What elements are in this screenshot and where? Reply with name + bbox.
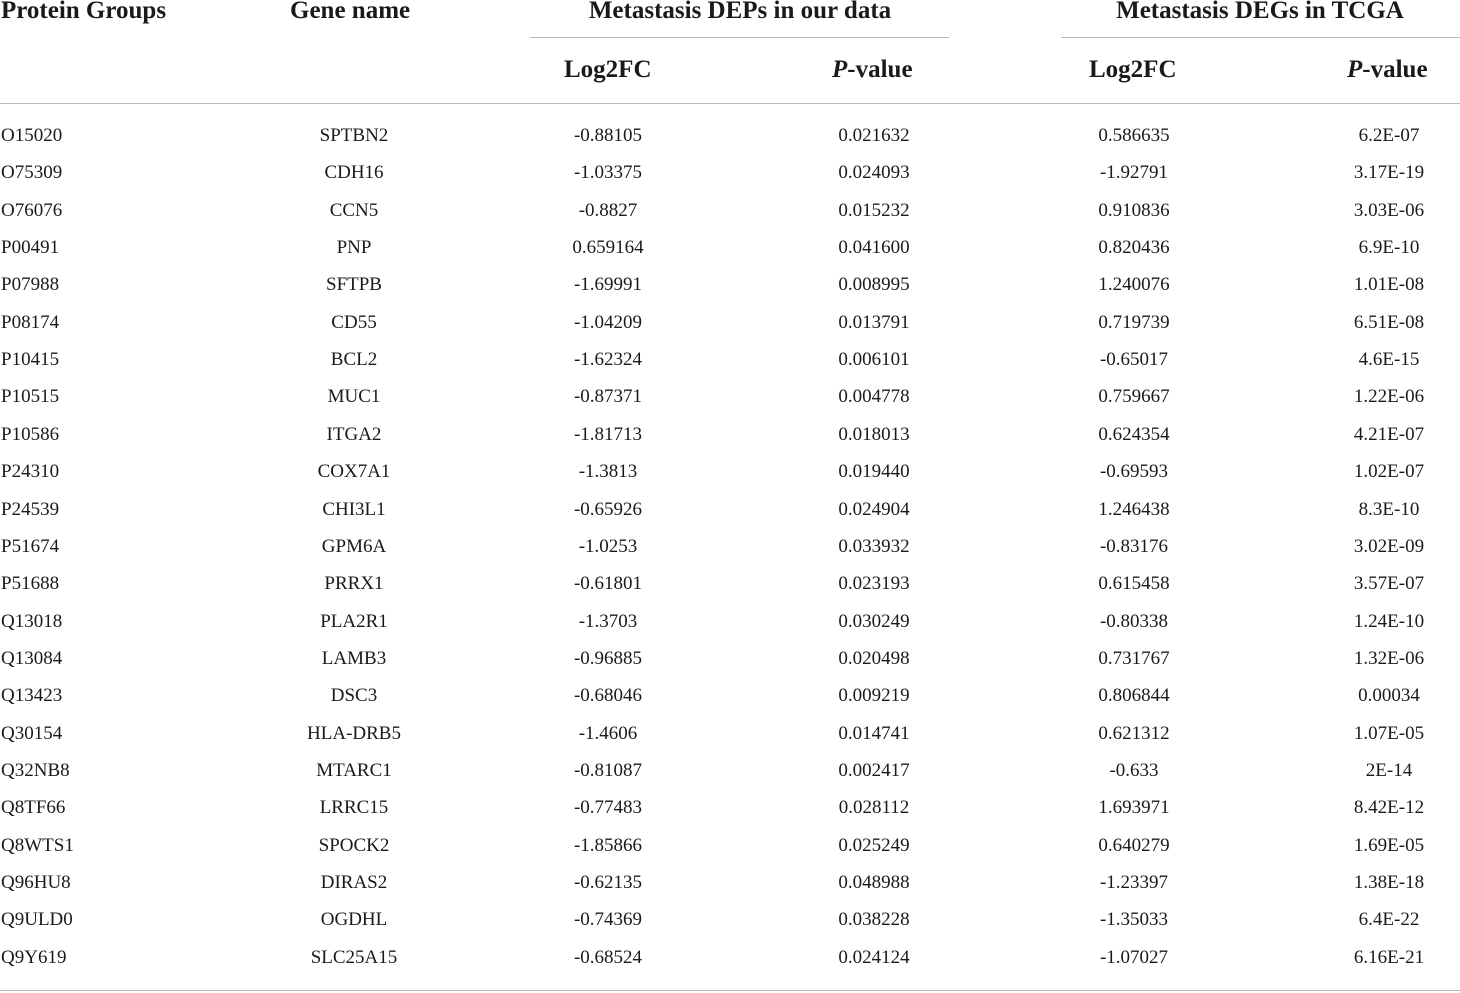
- tcga-pvalue-cell: 8.42E-12: [1353, 797, 1425, 818]
- header-pvalue-our-data: [832, 57, 913, 82]
- tcga-log2fc-cell: -0.65017: [1099, 349, 1169, 370]
- tcga-pvalue-cell: 6.9E-10: [1358, 237, 1420, 258]
- tcga-log2fc-cell: -0.633: [1109, 760, 1159, 781]
- header-group-tcga: Metastasis DEGs in TCGA: [1116, 0, 1404, 24]
- protein-id-cell: P10586: [1, 424, 60, 445]
- tcga-log2fc-cell: -1.23397: [1099, 872, 1169, 893]
- header-pvalue-tcga: [1347, 57, 1428, 82]
- p-suffix: -value: [1362, 56, 1428, 83]
- our-pvalue-cell: 0.018013: [838, 424, 910, 445]
- our-pvalue-cell: 0.033932: [838, 536, 910, 557]
- tcga-log2fc-cell: 1.693971: [1098, 797, 1170, 818]
- gene-name-cell: CCN5: [329, 200, 379, 221]
- gene-name-cell: PRRX1: [324, 573, 384, 594]
- our-pvalue-cell: 0.004778: [838, 386, 910, 407]
- protein-id-cell: Q9ULD0: [1, 909, 73, 930]
- our-log2fc-cell: -1.3703: [578, 611, 638, 632]
- protein-id-cell: Q13084: [1, 648, 63, 669]
- our-pvalue-cell: 0.025249: [838, 835, 910, 856]
- our-log2fc-cell: -0.68524: [573, 947, 643, 968]
- our-log2fc-cell: -0.74369: [573, 909, 643, 930]
- our-pvalue-cell: 0.013791: [838, 312, 910, 333]
- tcga-log2fc-cell: 0.820436: [1098, 237, 1170, 258]
- tcga-log2fc-cell: -1.07027: [1099, 947, 1169, 968]
- protein-id-cell: Q32NB8: [1, 760, 70, 781]
- header-log2fc-tcga: Log2FC: [1089, 56, 1177, 83]
- gene-name-cell: SPTBN2: [319, 125, 389, 146]
- tcga-log2fc-cell: 0.615458: [1098, 573, 1170, 594]
- gene-name-cell: PNP: [336, 237, 372, 258]
- protein-id-cell: Q96HU8: [1, 872, 71, 893]
- group-underline-our-data: [530, 37, 949, 38]
- tcga-log2fc-cell: -0.69593: [1099, 461, 1169, 482]
- protein-id-cell: P51674: [1, 536, 60, 557]
- our-pvalue-cell: 0.009219: [838, 685, 910, 706]
- protein-id-cell: P00491: [1, 237, 60, 258]
- tcga-log2fc-cell: -0.83176: [1099, 536, 1169, 557]
- our-log2fc-cell: -1.03375: [573, 162, 643, 183]
- group-underline-tcga: [1061, 37, 1460, 38]
- our-pvalue-cell: 0.002417: [838, 760, 910, 781]
- protein-id-cell: Q9Y619: [1, 947, 67, 968]
- tcga-pvalue-cell: 6.2E-07: [1358, 125, 1420, 146]
- our-pvalue-cell: 0.020498: [838, 648, 910, 669]
- tcga-log2fc-cell: 1.240076: [1098, 274, 1170, 295]
- our-pvalue-cell: 0.024904: [838, 499, 910, 520]
- tcga-pvalue-cell: 4.6E-15: [1358, 349, 1420, 370]
- gene-name-cell: CD55: [331, 312, 377, 333]
- tcga-log2fc-cell: 0.731767: [1098, 648, 1170, 669]
- tcga-pvalue-cell: 6.51E-08: [1353, 312, 1425, 333]
- gene-name-cell: SPOCK2: [318, 835, 390, 856]
- our-log2fc-cell: -0.8827: [578, 200, 638, 221]
- p-italic: P: [832, 56, 848, 83]
- protein-id-cell: O75309: [1, 162, 63, 183]
- tcga-pvalue-cell: 1.69E-05: [1353, 835, 1425, 856]
- protein-id-cell: O76076: [1, 200, 63, 221]
- p-suffix: -value: [847, 56, 913, 83]
- header-group-our-data: Metastasis DEPs in our data: [588, 0, 892, 24]
- our-log2fc-cell: -0.61801: [573, 573, 643, 594]
- protein-id-cell: P24539: [1, 499, 60, 520]
- our-pvalue-cell: 0.014741: [838, 723, 910, 744]
- tcga-pvalue-cell: 1.22E-06: [1353, 386, 1425, 407]
- our-pvalue-cell: 0.038228: [838, 909, 910, 930]
- tcga-log2fc-cell: -0.80338: [1099, 611, 1169, 632]
- our-log2fc-cell: -1.04209: [573, 312, 643, 333]
- gene-name-cell: LRRC15: [319, 797, 389, 818]
- tcga-pvalue-cell: 1.24E-10: [1353, 611, 1425, 632]
- our-pvalue-cell: 0.024093: [838, 162, 910, 183]
- tcga-log2fc-cell: 0.759667: [1098, 386, 1170, 407]
- gene-name-cell: BCL2: [330, 349, 378, 370]
- our-log2fc-cell: -1.85866: [573, 835, 643, 856]
- our-log2fc-cell: -0.77483: [573, 797, 643, 818]
- our-log2fc-cell: -1.4606: [578, 723, 638, 744]
- tcga-pvalue-cell: 1.32E-06: [1353, 648, 1425, 669]
- protein-id-cell: P24310: [1, 461, 60, 482]
- gene-name-cell: CHI3L1: [322, 499, 386, 520]
- protein-id-cell: O15020: [1, 125, 63, 146]
- tcga-pvalue-cell: 3.17E-19: [1353, 162, 1425, 183]
- tcga-log2fc-cell: 0.719739: [1098, 312, 1170, 333]
- our-pvalue-cell: 0.021632: [838, 125, 910, 146]
- tcga-log2fc-cell: 0.586635: [1098, 125, 1170, 146]
- gene-name-cell: HLA-DRB5: [307, 723, 401, 744]
- header-gene-name: Gene name: [290, 0, 411, 24]
- tcga-log2fc-cell: 0.910836: [1098, 200, 1170, 221]
- our-log2fc-cell: -0.62135: [573, 872, 643, 893]
- gene-name-cell: CDH16: [324, 162, 384, 183]
- our-pvalue-cell: 0.006101: [838, 349, 910, 370]
- our-pvalue-cell: 0.024124: [838, 947, 910, 968]
- our-pvalue-cell: 0.028112: [838, 797, 910, 818]
- tcga-log2fc-cell: 0.806844: [1098, 685, 1170, 706]
- protein-id-cell: Q30154: [1, 723, 63, 744]
- tcga-pvalue-cell: 2E-14: [1365, 760, 1413, 781]
- tcga-pvalue-cell: 4.21E-07: [1353, 424, 1425, 445]
- our-pvalue-cell: 0.041600: [838, 237, 910, 258]
- p-italic: P: [1347, 56, 1363, 83]
- header-protein-groups: Protein Groups: [1, 0, 167, 24]
- our-log2fc-cell: -0.96885: [573, 648, 643, 669]
- tcga-pvalue-cell: 6.4E-22: [1358, 909, 1420, 930]
- tcga-pvalue-cell: 1.38E-18: [1353, 872, 1425, 893]
- tcga-pvalue-cell: 3.03E-06: [1353, 200, 1425, 221]
- gene-name-cell: MUC1: [327, 386, 381, 407]
- gene-name-cell: GPM6A: [321, 536, 387, 557]
- header-rule: [0, 103, 1460, 104]
- protein-id-cell: Q8WTS1: [1, 835, 74, 856]
- protein-id-cell: P10415: [1, 349, 60, 370]
- protein-id-cell: Q13018: [1, 611, 63, 632]
- gene-name-cell: PLA2R1: [320, 611, 388, 632]
- gene-name-cell: LAMB3: [321, 648, 387, 669]
- tcga-pvalue-cell: 1.01E-08: [1353, 274, 1425, 295]
- protein-id-cell: P08174: [1, 312, 60, 333]
- gene-name-cell: SLC25A15: [310, 947, 398, 968]
- tcga-pvalue-cell: 1.02E-07: [1353, 461, 1425, 482]
- our-log2fc-cell: -0.87371: [573, 386, 643, 407]
- gene-name-cell: DIRAS2: [320, 872, 388, 893]
- our-pvalue-cell: 0.023193: [838, 573, 910, 594]
- our-pvalue-cell: 0.008995: [838, 274, 910, 295]
- tcga-pvalue-cell: 6.16E-21: [1353, 947, 1425, 968]
- tcga-log2fc-cell: 0.624354: [1098, 424, 1170, 445]
- tcga-log2fc-cell: 1.246438: [1098, 499, 1170, 520]
- tcga-pvalue-cell: 3.02E-09: [1353, 536, 1425, 557]
- tcga-log2fc-cell: -1.35033: [1099, 909, 1169, 930]
- header-log2fc-our-data: Log2FC: [564, 56, 652, 83]
- table-bottom-rule: [0, 990, 1460, 991]
- protein-id-cell: P07988: [1, 274, 60, 295]
- our-log2fc-cell: -1.0253: [578, 536, 638, 557]
- gene-name-cell: OGDHL: [320, 909, 388, 930]
- gene-name-cell: MTARC1: [316, 760, 392, 781]
- our-log2fc-cell: -0.81087: [573, 760, 643, 781]
- our-log2fc-cell: -0.88105: [573, 125, 643, 146]
- our-pvalue-cell: 0.015232: [838, 200, 910, 221]
- tcga-pvalue-cell: 3.57E-07: [1353, 573, 1425, 594]
- tcga-log2fc-cell: 0.621312: [1098, 723, 1170, 744]
- protein-id-cell: P51688: [1, 573, 60, 594]
- protein-id-cell: Q8TF66: [1, 797, 66, 818]
- tcga-pvalue-cell: 0.00034: [1358, 685, 1420, 706]
- our-log2fc-cell: -0.65926: [573, 499, 643, 520]
- gene-name-cell: DSC3: [330, 685, 378, 706]
- our-pvalue-cell: 0.048988: [838, 872, 910, 893]
- our-log2fc-cell: -1.81713: [573, 424, 643, 445]
- tcga-log2fc-cell: 0.640279: [1098, 835, 1170, 856]
- tcga-pvalue-cell: 8.3E-10: [1358, 499, 1420, 520]
- gene-name-cell: COX7A1: [317, 461, 391, 482]
- protein-id-cell: P10515: [1, 386, 60, 407]
- our-log2fc-cell: -1.3813: [578, 461, 638, 482]
- our-log2fc-cell: -0.68046: [573, 685, 643, 706]
- gene-name-cell: SFTPB: [326, 274, 382, 295]
- our-pvalue-cell: 0.030249: [838, 611, 910, 632]
- protein-id-cell: Q13423: [1, 685, 63, 706]
- gene-name-cell: ITGA2: [326, 424, 382, 445]
- our-pvalue-cell: 0.019440: [838, 461, 910, 482]
- tcga-pvalue-cell: 1.07E-05: [1353, 723, 1425, 744]
- our-log2fc-cell: 0.659164: [572, 237, 644, 258]
- our-log2fc-cell: -1.62324: [573, 349, 643, 370]
- tcga-log2fc-cell: -1.92791: [1099, 162, 1169, 183]
- our-log2fc-cell: -1.69991: [573, 274, 643, 295]
